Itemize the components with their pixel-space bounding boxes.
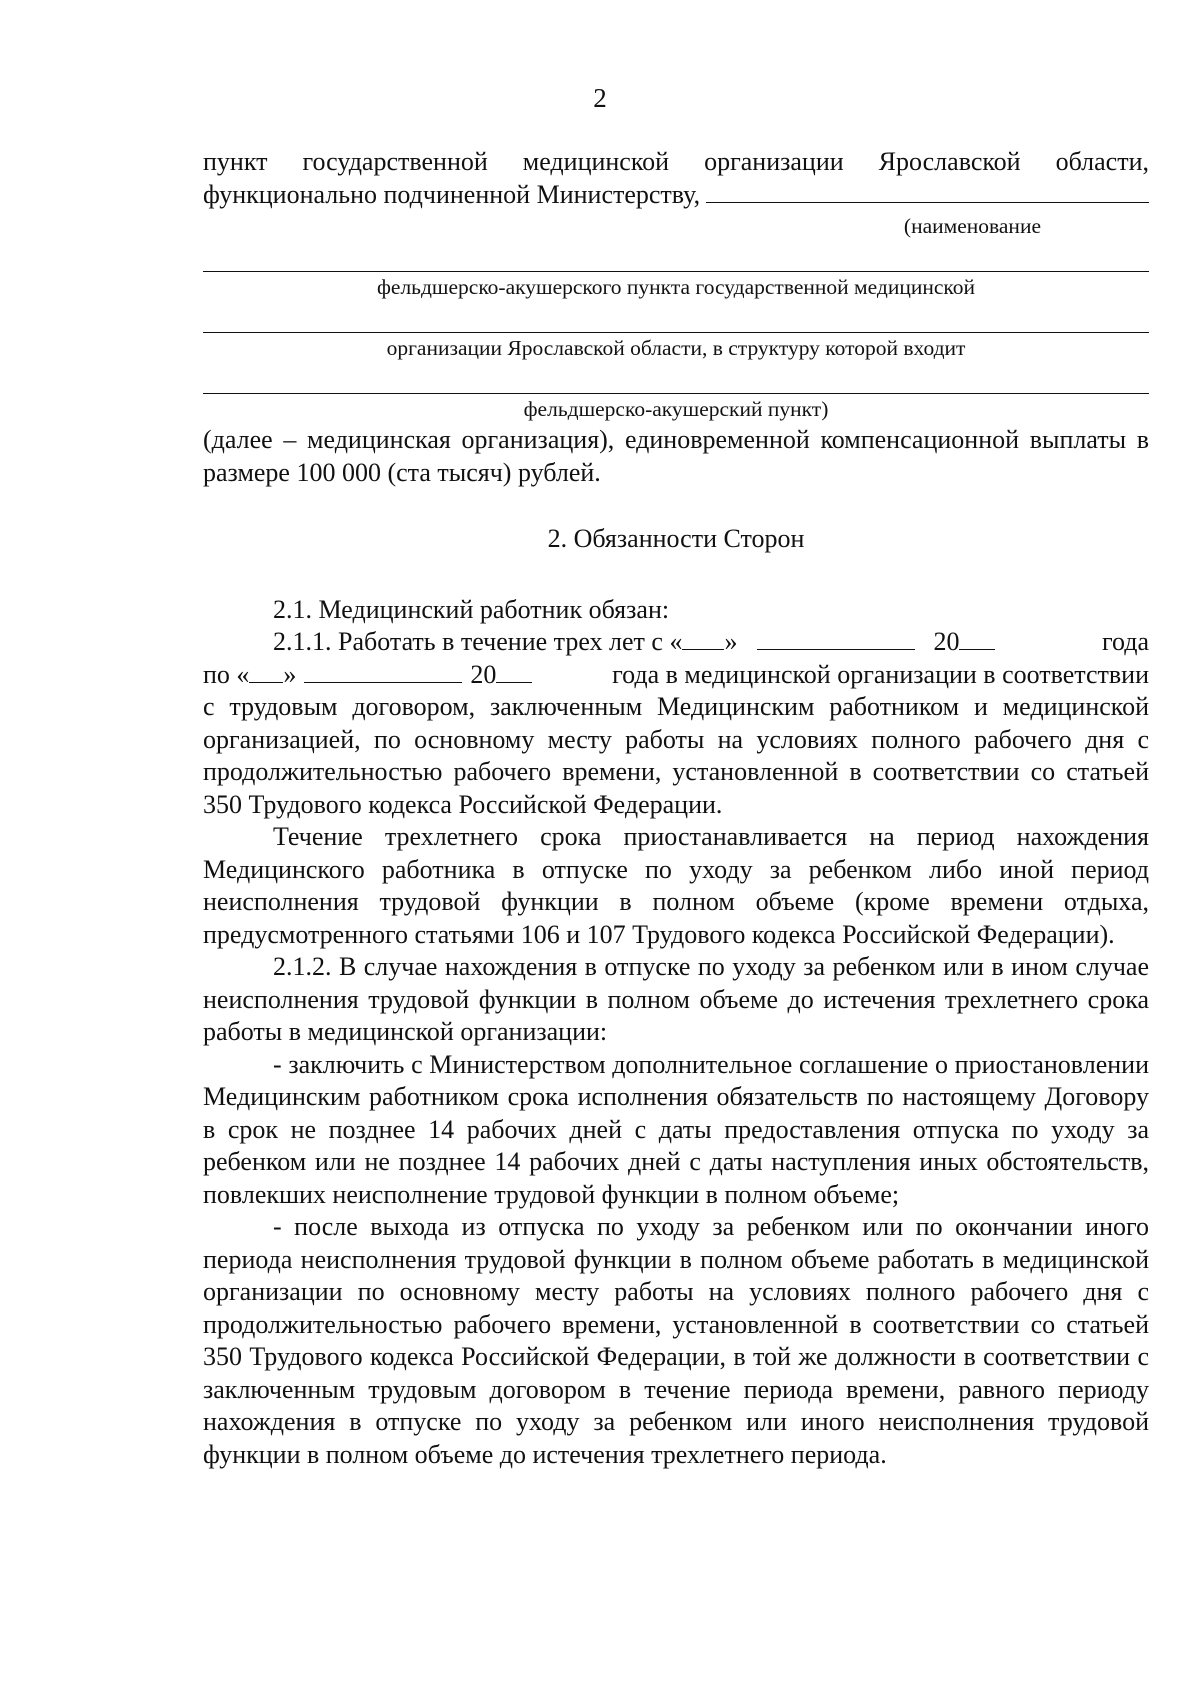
intro-line-2 <box>203 179 1149 212</box>
fill-line-3 <box>203 363 1149 394</box>
end-day-blank <box>249 660 283 683</box>
end-year-prefix: 20 <box>470 659 497 689</box>
start-year-prefix: 20 <box>933 627 960 656</box>
end-year-blank <box>496 660 532 683</box>
paragraph-suspension: Течение трехлетнего срока приостанавливается на период нахождения Медицинского работника в отпуске по уходу за ребенком либо иной период неисполнения трудовой функции в полном объеме (кроме времени отдыха, предусмотренного статьями 106 и 107 Трудового кодекса Российской Федерации). <box>203 822 1149 949</box>
caption-fap: фельдшерско-акушерского пункта государственной медицинской <box>376 275 976 299</box>
start-month-blank <box>757 627 915 650</box>
document-body <box>203 146 1149 1471</box>
start-year-suffix: года <box>1101 627 1149 656</box>
start-day-blank <box>682 627 724 650</box>
clause-2-1-1-rest: с трудовым договором, заключенным Медицинским работником и медицинской организацией, по основному месту работы на условиях полного рабочего дня с продолжительностью рабочего времени, установленной в соответствии со статьей 350 Трудового кодекса Российской Федерации. <box>203 692 1149 819</box>
caption-naimenovanie: (наименование <box>903 214 1041 238</box>
fill-line-2 <box>203 302 1149 333</box>
clause-2-1-1-lead: 2.1.1. Работать в течение трех лет с « <box>273 627 683 656</box>
end-close-quote: » <box>283 659 297 689</box>
clause-2-1-1-line-2 <box>203 659 1149 692</box>
bullet-after-leave: - после выхода из отпуска по уходу за ребенком или по окончании иного периода неисполнения трудовой функции в полном объеме работать в медицинской организации по основному месту работы на условиях полного рабочего дня с продолжительностью рабочего времени, установленной в соответствии со статьей 350 Трудового кодекса Российской Федерации, в той же должности в соответствии с заключенным трудовым договором в течение периода времени, равного периоду нахождения в отпуске по уходу за ребенком или иного неисполнения трудовой функции в полном объеме до истечения трехлетнего периода. <box>203 1212 1149 1469</box>
clause-2-1-1-tail: года в медицинской организации в соответствии <box>612 659 1149 689</box>
end-month-blank <box>304 660 462 683</box>
end-open-quote: по « <box>203 659 250 689</box>
clause-2-1-2: 2.1.2. В случае нахождения в отпуске по уходу за ребенком или в ином случае неисполнения трудовой функции в полном объеме до истечения трехлетнего срока работы в медицинской организации: <box>203 952 1149 1046</box>
section-heading: 2. Обязанности Сторон <box>547 524 805 553</box>
caption-organization: организации Ярославской области, в структуру которой входит <box>386 336 966 360</box>
fill-line-1 <box>203 241 1149 272</box>
bullet-supplementary-agreement: - заключить с Министерством дополнительное соглашение о приостановлении Медицинским работником срока исполнения обязательств по настоящему Договору в срок не позднее 14 рабочих дней с даты предоставления отпуска по уходу за ребенком или не позднее 14 рабочих дней с даты наступления иных обстоятельств, повлекших неисполнение трудовой функции в полном объеме; <box>203 1049 1149 1209</box>
intro-line-1: пункт государственной медицинской организации Ярославской области, <box>203 147 1149 176</box>
page-number: 2 <box>593 83 607 113</box>
clause-2-1: 2.1. Медицинский работник обязан: <box>273 594 670 624</box>
caption-fap-end: фельдшерско-акушерский пункт) <box>523 397 829 421</box>
organization-name-blank <box>706 182 1149 203</box>
clause-2-1-1-close-quote: » <box>724 627 738 656</box>
intro-line-2-text: функционально подчиненной Министерству, <box>203 179 701 209</box>
clause-2-1-1-line-1 <box>203 626 1149 659</box>
start-year-blank <box>959 627 995 650</box>
paragraph-compensation: (далее – медицинская организация), единовременной компенсационной выплаты в размере 100 000 (ста тысяч) рублей. <box>203 425 1149 487</box>
